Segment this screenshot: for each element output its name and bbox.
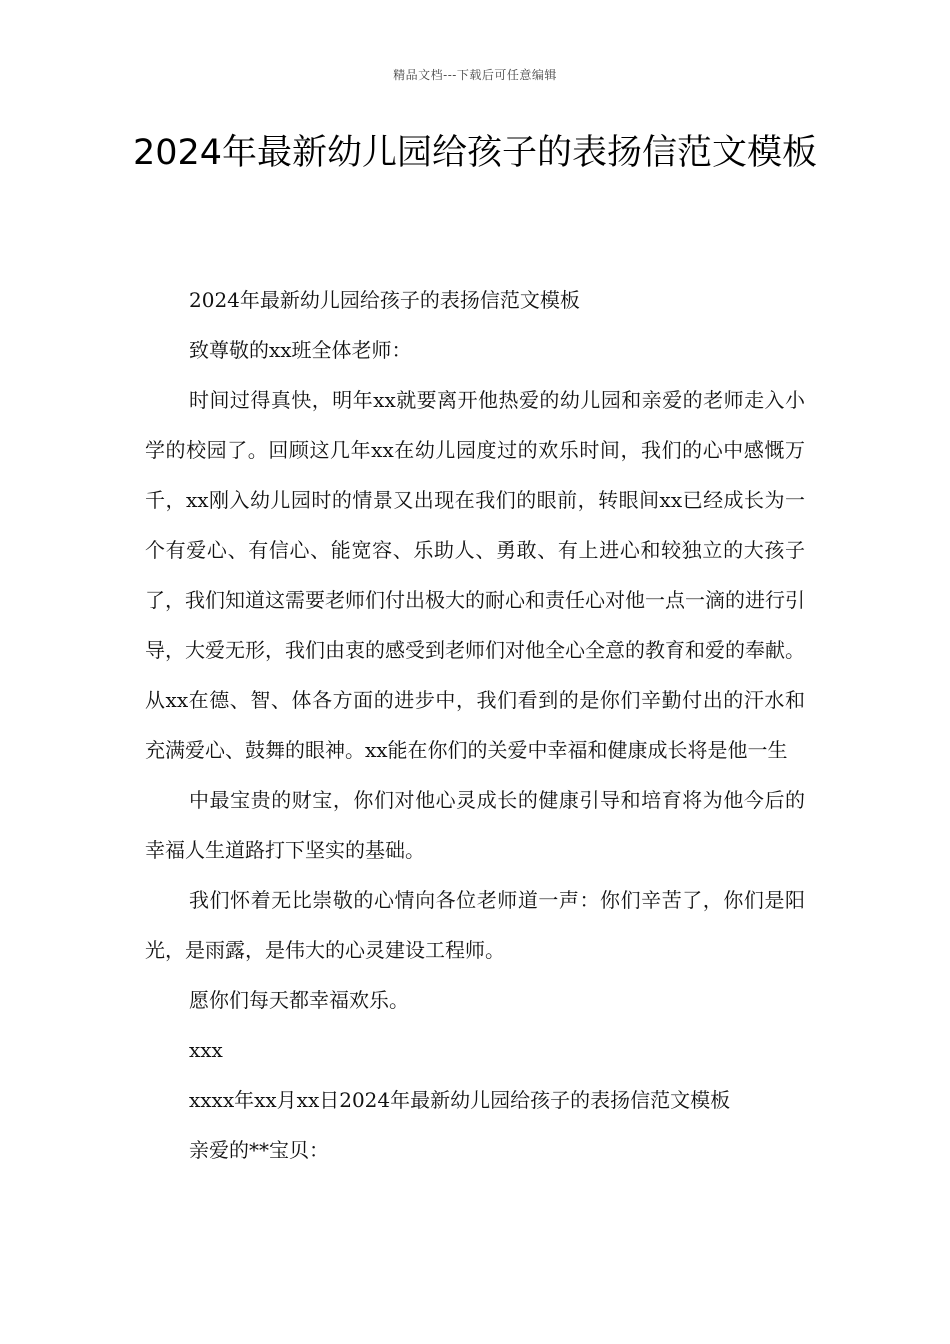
paragraph-second-salutation: 亲爱的**宝贝： xyxy=(189,1138,329,1162)
paragraph-date: xxxx年xx月xx日2024年最新幼儿园给孩子的表扬信范文模板 xyxy=(189,1088,731,1112)
paragraph-signature: xxx xyxy=(189,1038,223,1062)
document-body xyxy=(145,275,805,1175)
document-title: 2024年最新幼儿园给孩子的表扬信范文模板 xyxy=(132,133,818,173)
page-header: 精品文档---下载后可任意编辑 xyxy=(393,68,557,82)
paragraph-thanks: 我们怀着无比崇敬的心情向各位老师道一声：你们辛苦了，你们是阳光，是雨露，是伟大的心灵建设工程师。 xyxy=(145,888,805,962)
paragraph-body: 时间过得真快，明年xx就要离开他热爱的幼儿园和亲爱的老师走入小学的校园了。回顾这几年xx在幼儿园度过的欢乐时间，我们的心中感慨万千，xx刚入幼儿园时的情景又出现在我们的眼前，转眼间xx已经成长为一个有爱心、有信心、能宽容、乐助人、勇敢、有上进心和较独立的大孩子了，我们知道这需要老师们付出极大的耐心和责任心对他一点一滴的进行引导，大爱无形，我们由衷的感受到老师们对他全心全意的教育和爱的奉献。从xx在德、智、体各方面的进步中，我们看到的是你们辛勤付出的汗水和充满爱心、鼓舞的眼神。xx能在你们的关爱中幸福和健康成长将是他一生 xyxy=(145,388,805,762)
paragraph-wish: 愿你们每天都幸福欢乐。 xyxy=(189,988,409,1012)
paragraph-body-continued: 中最宝贵的财宝，你们对他心灵成长的健康引导和培育将为他今后的幸福人生道路打下坚实的基础。 xyxy=(145,788,805,862)
paragraph-subtitle: 2024年最新幼儿园给孩子的表扬信范文模板 xyxy=(189,288,580,312)
paragraph-salutation: 致尊敬的xx班全体老师： xyxy=(189,338,412,362)
